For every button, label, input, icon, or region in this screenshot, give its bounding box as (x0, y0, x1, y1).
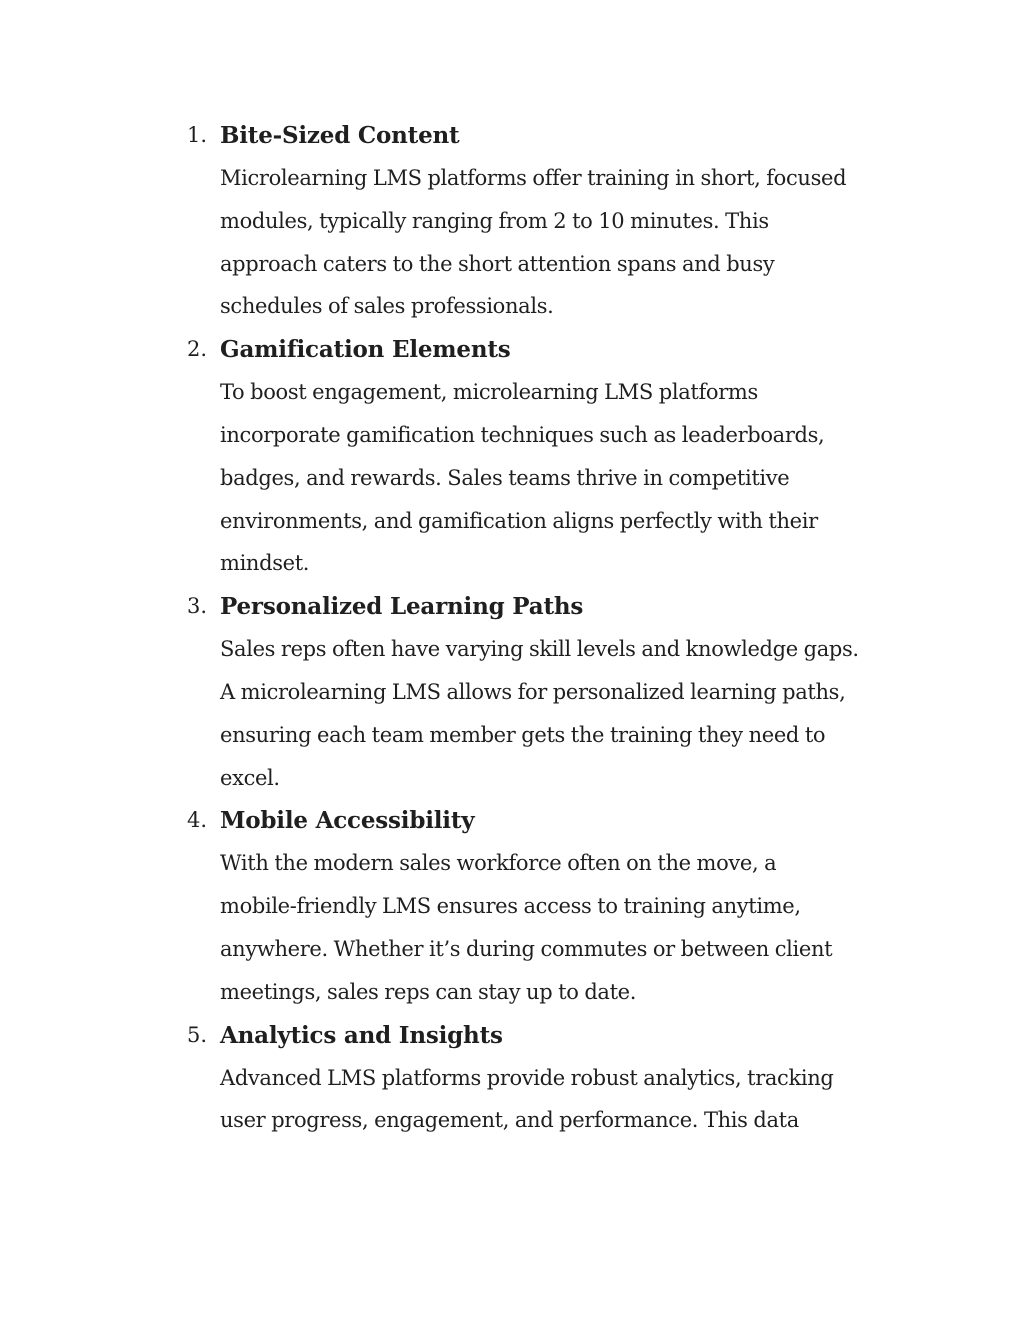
item-description (220, 842, 907, 1013)
text-line: meetings, sales reps can stay up to date. (220, 979, 637, 1004)
item-number: 3. (187, 594, 208, 619)
list-item (187, 328, 907, 585)
item-title: Analytics and Insights (220, 1021, 503, 1049)
list-item (187, 114, 907, 328)
text-line: excel. (220, 765, 280, 790)
item-number: 2. (187, 337, 208, 362)
text-line: mindset. (220, 551, 310, 576)
text-line: A microlearning LMS allows for personalized learning paths, (220, 679, 846, 704)
text-line: To boost engagement, microlearning LMS platforms (220, 380, 758, 405)
item-title: Personalized Learning Paths (220, 593, 584, 621)
feature-list (187, 114, 907, 1142)
text-line: user progress, engagement, and performance. This data (220, 1108, 799, 1133)
item-description (220, 628, 907, 799)
text-line: modules, typically ranging from 2 to 10 minutes. This (220, 208, 769, 233)
item-title: Bite-Sized Content (220, 122, 460, 149)
text-line: With the modern sales workforce often on the move, a (220, 851, 777, 876)
item-description (220, 371, 907, 585)
list-item (187, 799, 907, 1013)
text-line: Sales reps often have varying skill levels and knowledge gaps. (220, 637, 859, 662)
text-line: incorporate gamification techniques such as leaderboards, (220, 422, 825, 447)
text-line: environments, and gamification aligns perfectly with their (220, 508, 818, 533)
item-title: Gamification Elements (220, 336, 511, 364)
text-line: mobile-friendly LMS ensures access to training anytime, (220, 894, 801, 919)
item-number: 5. (187, 1022, 208, 1047)
list-item (187, 585, 907, 799)
text-line: schedules of sales professionals. (220, 294, 554, 319)
item-title: Mobile Accessibility (220, 807, 475, 835)
item-number: 4. (187, 808, 208, 833)
text-line: Microlearning LMS platforms offer training in short, focused (220, 166, 847, 190)
text-line: Advanced LMS platforms provide robust analytics, tracking (220, 1065, 834, 1090)
text-line: anywhere. Whether it’s during commutes or between client (220, 936, 833, 961)
item-number: 1. (187, 123, 208, 147)
item-description (220, 1057, 907, 1143)
text-line: ensuring each team member gets the training they need to (220, 722, 826, 747)
list-item (187, 1014, 907, 1143)
text-line: approach caters to the short attention spans and busy (220, 251, 775, 276)
text-line: badges, and rewards. Sales teams thrive in competitive (220, 465, 790, 490)
item-description (220, 157, 907, 328)
